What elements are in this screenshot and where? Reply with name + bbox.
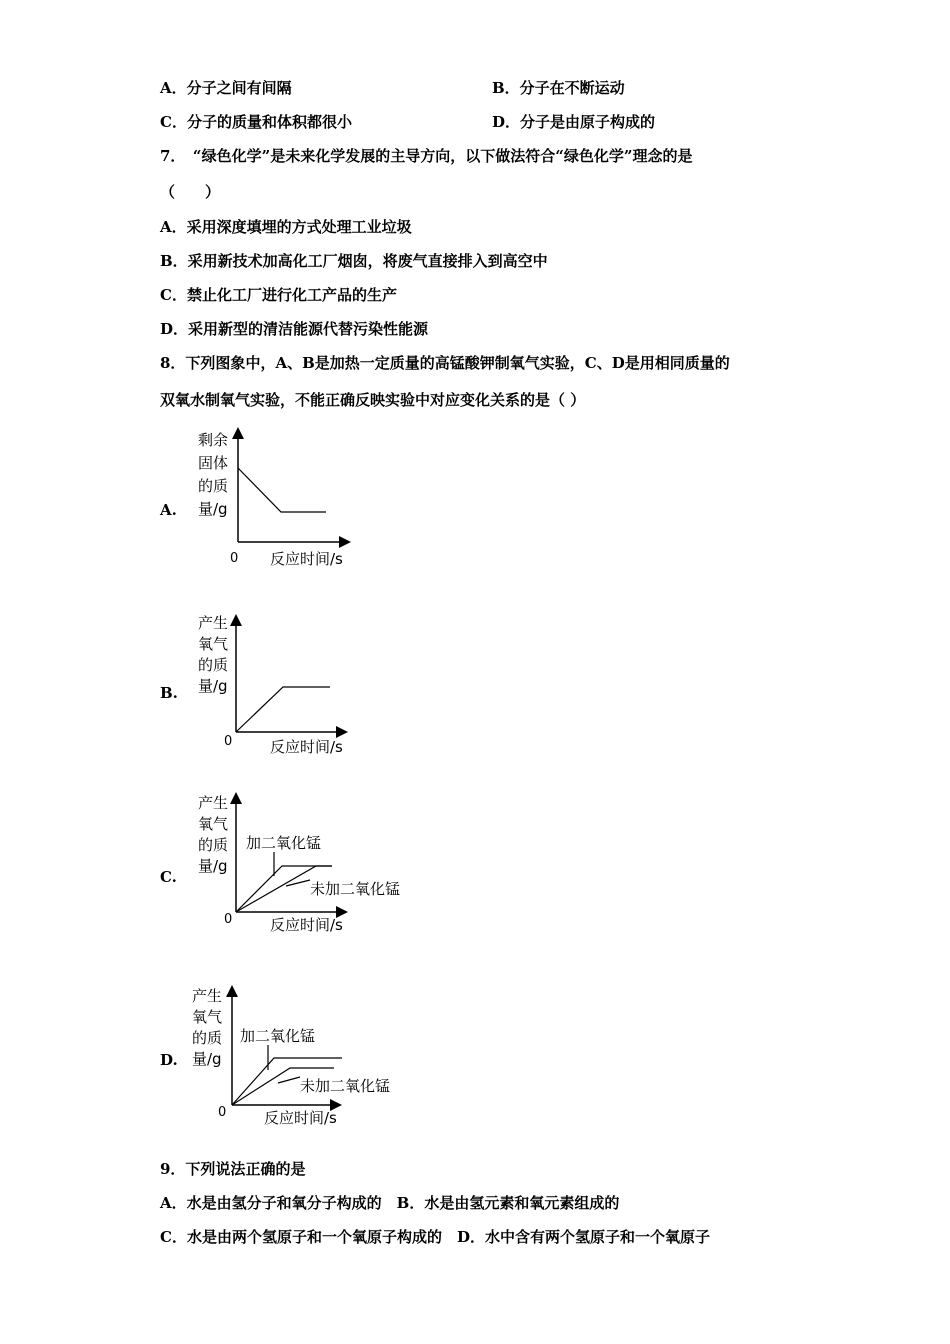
q7-option-b: B．采用新技术加高化工厂烟囱，将废气直接排入到高空中 <box>160 252 548 270</box>
q8-graph-a-curve <box>238 468 326 512</box>
q8-graph-a <box>190 425 370 579</box>
q8-graph-d-label: D. <box>160 1051 178 1069</box>
q8-graph-b <box>190 610 370 764</box>
q8-graph-b-ylabel-2: 氧气 <box>198 635 229 653</box>
q6-option-a: A．分子之间有间隔 <box>160 79 292 97</box>
q8-graph-c-label: C. <box>160 868 177 886</box>
q8-graph-d-ylabel-1: 产生 <box>192 987 223 1005</box>
q7-option-a: A．采用深度填埋的方式处理工业垃圾 <box>160 218 412 236</box>
q9-options-cd: C．水是由两个氢原子和一个氧原子构成的 D．水中含有两个氢原子和一个氧原子 <box>160 1228 710 1246</box>
q7-option-c: C．禁止化工厂进行化工产品的生产 <box>160 286 397 304</box>
q6-option-b: B．分子在不断运动 <box>492 79 625 97</box>
q8-graph-d-origin: 0 <box>218 1105 227 1120</box>
q8-graph-c-ylabel-1: 产生 <box>198 794 229 812</box>
q8-graph-c <box>190 790 430 944</box>
q8-graph-a-origin: 0 <box>230 551 239 566</box>
q8-graph-d-ylabel-4: 量/g <box>192 1050 222 1068</box>
q8-graph-d <box>186 983 426 1137</box>
q8-graph-c-origin: 0 <box>224 912 233 927</box>
q8-graph-c-ylabel-3: 的质 <box>198 836 229 854</box>
q8-graph-d-xlabel: 反应时间/s <box>264 1109 337 1127</box>
q8-graph-b-ylabel-4: 量/g <box>198 677 228 695</box>
q8-graph-b-ylabel-1: 产生 <box>198 614 229 632</box>
q8-graph-d-ylabel-2: 氧气 <box>192 1008 223 1026</box>
q8-graph-a-ylabel-3: 的质 <box>198 477 229 495</box>
q8-graph-d-annotation-2: 未加二氧化锰 <box>300 1077 391 1095</box>
q8-graph-d-pointer-2 <box>278 1077 300 1083</box>
q8-graph-c-ylabel-2: 氧气 <box>198 815 229 833</box>
q6-option-c: C．分子的质量和体积都很小 <box>160 113 352 131</box>
q8-graph-c-xlabel: 反应时间/s <box>270 916 343 934</box>
q8-graph-a-label: A. <box>160 501 177 519</box>
q8-graph-a-ylabel-1: 剩余 <box>198 431 229 449</box>
q7-option-d: D．采用新型的清洁能源代替污染性能源 <box>160 320 429 338</box>
q8-graph-c-annotation-1: 加二氧化锰 <box>246 834 322 852</box>
q9-stem: 9．下列说法正确的是 <box>160 1160 306 1178</box>
q8-graph-b-curve <box>236 687 330 732</box>
q8-graph-b-label: B. <box>160 684 178 702</box>
q8-graph-a-ylabel-4: 量/g <box>198 500 228 518</box>
q8-graph-d-ylabel-3: 的质 <box>192 1029 223 1047</box>
q9-options-ab: A．水是由氢分子和氧分子构成的 B．水是由氢元素和氧元素组成的 <box>160 1194 620 1212</box>
q8-graph-a-ylabel-2: 固体 <box>198 454 229 472</box>
q8-graph-b-ylabel-3: 的质 <box>198 656 229 674</box>
q8-graph-b-origin: 0 <box>224 734 233 749</box>
q8-graph-d-annotation-1: 加二氧化锰 <box>240 1027 316 1045</box>
q8-stem-line2: 双氧水制氧气实验，不能正确反映实验中对应变化关系的是（ ） <box>160 391 586 409</box>
q8-stem-line1: 8．下列图象中，A、B是加热一定质量的高锰酸钾制氧气实验，C、D是用相同质量的 <box>160 354 730 372</box>
q8-graph-c-annotation-2: 未加二氧化锰 <box>310 880 401 898</box>
q6-option-d: D．分子是由原子构成的 <box>492 113 656 131</box>
q8-graph-c-ylabel-4: 量/g <box>198 857 228 875</box>
q7-paren: （ ） <box>160 183 221 201</box>
q7-stem: 7． “绿色化学”是未来化学发展的主导方向，以下做法符合“绿色化学”理念的是 <box>160 147 693 165</box>
q8-graph-b-xlabel: 反应时间/s <box>270 738 343 756</box>
q8-graph-a-xlabel: 反应时间/s <box>270 550 343 568</box>
